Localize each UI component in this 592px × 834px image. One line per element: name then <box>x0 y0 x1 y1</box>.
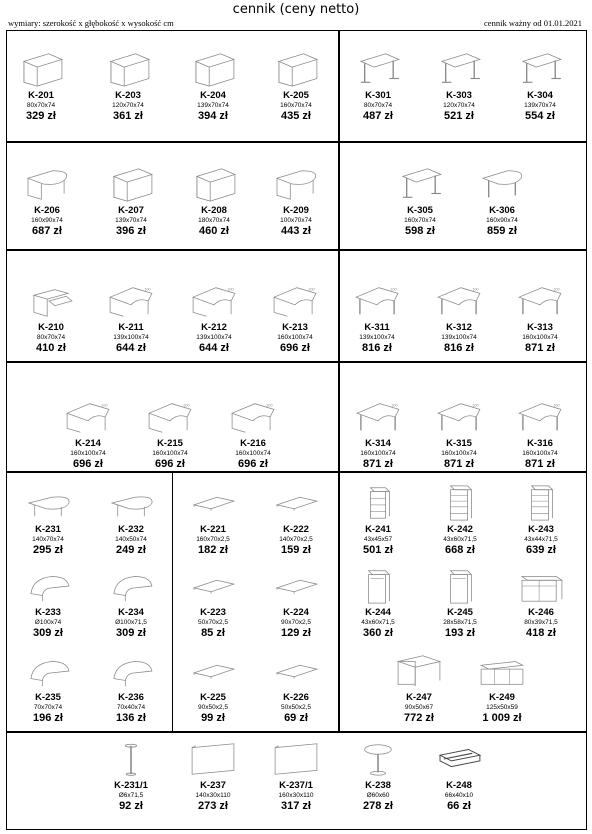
desk-top-icon <box>187 652 239 690</box>
product-dimensions: 70x40x74 <box>116 704 146 711</box>
product-dimensions: 66x40x10 <box>444 792 474 799</box>
product-k-315 <box>427 398 491 471</box>
product-dimensions: 80x70x74 <box>26 102 56 109</box>
product-code: K-316 <box>527 438 553 449</box>
product-code: K-304 <box>527 90 553 101</box>
valid-from-note: cennik ważny od 01.01.2021 <box>484 18 582 28</box>
product-dimensions: 90x50x2,5 <box>198 704 228 711</box>
product-k-304 <box>508 50 572 123</box>
product-code: K-208 <box>201 205 227 216</box>
svg-text:100: 100 <box>227 287 234 292</box>
product-price: 871 zł <box>525 342 555 354</box>
product-k-241 <box>346 484 410 557</box>
product-k-306 <box>470 165 534 238</box>
product-price: 92 zł <box>119 800 143 812</box>
product-code: K-215 <box>157 438 183 449</box>
desk-icon <box>188 165 240 203</box>
product-k-209 <box>264 165 328 238</box>
product-dimensions: 43x60x71,5 <box>443 536 477 543</box>
product-code: K-232 <box>118 524 144 535</box>
product-price: 182 zł <box>198 544 228 556</box>
product-code: K-241 <box>365 524 391 535</box>
svg-text:100: 100 <box>183 403 190 408</box>
product-k-205 <box>264 50 328 123</box>
product-k-303 <box>427 50 491 123</box>
corner-metal-desk-icon <box>352 398 404 436</box>
round-table-icon <box>352 740 404 778</box>
product-dimensions: 120x70x74 <box>112 102 144 109</box>
dimensions-note: wymiary: szerokość x głębokość x wysokość cm <box>8 18 174 28</box>
desk-top-icon <box>270 567 322 605</box>
product-k-204 <box>181 50 245 123</box>
product-k-201 <box>9 50 73 123</box>
svg-text:100: 100 <box>266 403 273 408</box>
product-code: K-306 <box>489 205 515 216</box>
svg-text:100: 100 <box>391 403 398 408</box>
product-dimensions: 160x70x2,5 <box>196 536 230 543</box>
curved-metal-desk-icon <box>476 165 528 203</box>
product-code: K-223 <box>200 607 226 618</box>
desk-top-icon <box>270 484 322 522</box>
svg-text:100: 100 <box>308 287 315 292</box>
product-price: 360 zł <box>363 627 393 639</box>
product-price: 871 zł <box>444 458 474 470</box>
product-dimensions: 160x70x74 <box>280 102 312 109</box>
product-k-231 <box>16 484 80 557</box>
product-code: K-206 <box>34 205 60 216</box>
corner-desk-icon <box>269 282 321 320</box>
product-k-208 <box>182 165 246 238</box>
product-dimensions: 160x100x74 <box>522 334 558 341</box>
product-k-223 <box>181 567 245 640</box>
product-code: K-201 <box>28 90 54 101</box>
section-desks-metal-curved <box>339 142 587 250</box>
product-k-211 <box>99 282 163 355</box>
product-dimensions: 80x70x74 <box>363 102 393 109</box>
product-dimensions: Ø100x71,5 <box>115 619 147 626</box>
corner-metal-desk-icon <box>433 398 485 436</box>
product-k-314 <box>346 398 410 471</box>
product-code: K-204 <box>200 90 226 101</box>
desk-icon <box>102 50 154 88</box>
corner-metal-desk-icon <box>351 282 403 320</box>
product-code: K-314 <box>365 438 391 449</box>
drawer-cabinet-icon <box>515 484 567 522</box>
product-code: K-224 <box>283 607 309 618</box>
product-k-235 <box>16 652 80 725</box>
product-price: 521 zł <box>444 110 474 122</box>
quarter-round-top-icon <box>105 567 157 605</box>
product-dimensions: 160x100x74 <box>277 334 313 341</box>
product-k-212 <box>182 282 246 355</box>
product-dimensions: 90x70x2,5 <box>281 619 311 626</box>
product-price: 487 zł <box>363 110 393 122</box>
metal-desk-icon <box>352 50 404 88</box>
product-code: K-221 <box>200 524 226 535</box>
product-dimensions: 80x70x74 <box>36 334 66 341</box>
product-code: K-235 <box>35 692 61 703</box>
product-dimensions: 160x100x74 <box>235 450 271 457</box>
drawer-cabinet-icon <box>434 484 486 522</box>
cabinet-icon <box>352 567 404 605</box>
product-k-313 <box>508 282 572 355</box>
product-price: 193 zł <box>445 627 475 639</box>
product-code: K-238 <box>365 780 391 791</box>
quarter-round-top-icon <box>105 652 157 690</box>
product-price: 69 zł <box>284 712 308 724</box>
product-dimensions: 140x70x74 <box>32 536 64 543</box>
product-code: K-231/1 <box>114 780 148 791</box>
product-price: 309 zł <box>116 627 146 639</box>
product-k-216 <box>221 398 285 471</box>
corner-metal-desk-icon <box>514 398 566 436</box>
product-code: K-213 <box>282 322 308 333</box>
product-dimensions: 100x70x74 <box>280 217 312 224</box>
svg-text:100: 100 <box>553 403 560 408</box>
product-price: 329 zł <box>26 110 56 122</box>
corner-desk-icon <box>188 282 240 320</box>
product-k-221 <box>181 484 245 557</box>
product-code: K-212 <box>201 322 227 333</box>
product-dimensions: 140x50x74 <box>115 536 147 543</box>
product-dimensions: 180x70x74 <box>198 217 230 224</box>
product-price: 278 zł <box>363 800 393 812</box>
product-code: K-214 <box>75 438 101 449</box>
product-price: 396 zł <box>116 225 146 237</box>
product-dimensions: 160x90x74 <box>31 217 63 224</box>
sideboard-icon <box>515 567 567 605</box>
desk-icon <box>187 50 239 88</box>
product-k-301 <box>346 50 410 123</box>
product-code: K-207 <box>118 205 144 216</box>
product-k-214 <box>56 398 120 471</box>
product-price: 554 zł <box>525 110 555 122</box>
product-price: 309 zł <box>33 627 63 639</box>
product-price: 85 zł <box>201 627 225 639</box>
desk-icon <box>105 165 157 203</box>
svg-text:100: 100 <box>472 287 479 292</box>
product-k-231-1 <box>99 740 163 813</box>
product-dimensions: 140x30x110 <box>195 792 231 799</box>
product-price: 1 009 zł <box>482 712 522 724</box>
corner-metal-desk-icon <box>514 282 566 320</box>
product-code: K-244 <box>365 607 391 618</box>
product-code: K-243 <box>528 524 554 535</box>
product-dimensions: 139x100x74 <box>441 334 477 341</box>
desk-top-icon <box>270 652 322 690</box>
product-code: K-237/1 <box>279 780 313 791</box>
product-price: 129 zł <box>281 627 311 639</box>
product-code: K-209 <box>283 205 309 216</box>
product-code: K-226 <box>283 692 309 703</box>
product-code: K-248 <box>446 780 472 791</box>
product-k-236 <box>99 652 163 725</box>
modesty-panel-icon <box>187 740 239 778</box>
product-code: K-233 <box>35 607 61 618</box>
section-divider <box>172 472 173 732</box>
product-k-237 <box>181 740 245 813</box>
product-dimensions: 50x50x2,5 <box>281 704 311 711</box>
product-dimensions: 139x100x74 <box>196 334 232 341</box>
product-dimensions: 160x70x74 <box>404 217 436 224</box>
product-code: K-249 <box>489 692 515 703</box>
product-k-311 <box>345 282 409 355</box>
product-code: K-237 <box>200 780 226 791</box>
product-price: 644 zł <box>116 342 146 354</box>
corner-desk-icon <box>62 398 114 436</box>
product-price: 696 zł <box>238 458 268 470</box>
product-k-210 <box>19 282 83 355</box>
product-price: 361 zł <box>113 110 143 122</box>
container-desk-icon <box>393 652 445 690</box>
product-k-215 <box>138 398 202 471</box>
product-k-226 <box>264 652 328 725</box>
product-price: 159 zł <box>281 544 311 556</box>
desk-top-icon <box>187 567 239 605</box>
product-dimensions: 80x39x71,5 <box>524 619 558 626</box>
product-dimensions: 160x100x74 <box>360 450 396 457</box>
product-k-312 <box>427 282 491 355</box>
product-dimensions: Ø6x71,5 <box>118 792 144 799</box>
svg-text:100: 100 <box>101 403 108 408</box>
product-price: 644 zł <box>199 342 229 354</box>
product-price: 136 zł <box>116 712 146 724</box>
product-code: K-313 <box>527 322 553 333</box>
product-dimensions: 160x100x74 <box>522 450 558 457</box>
desk-extension-icon <box>22 484 74 522</box>
desk-top-icon <box>187 484 239 522</box>
product-dimensions: Ø60x60 <box>366 792 390 799</box>
product-price: 443 zł <box>281 225 311 237</box>
product-k-224 <box>264 567 328 640</box>
product-dimensions: 43x45x57 <box>363 536 393 543</box>
product-code: K-225 <box>200 692 226 703</box>
product-k-245 <box>428 567 492 640</box>
product-k-242 <box>428 484 492 557</box>
corner-desk-icon <box>105 282 157 320</box>
product-code: K-234 <box>118 607 144 618</box>
svg-text:100: 100 <box>390 287 397 292</box>
product-dimensions: 140x70x2,5 <box>279 536 313 543</box>
curved-desk-icon <box>270 165 322 203</box>
product-code: K-205 <box>283 90 309 101</box>
corner-desk-icon <box>144 398 196 436</box>
product-code: K-301 <box>365 90 391 101</box>
product-price: 687 zł <box>32 225 62 237</box>
product-code: K-231 <box>35 524 61 535</box>
product-price: 317 zł <box>281 800 311 812</box>
product-k-225 <box>181 652 245 725</box>
product-price: 418 zł <box>526 627 556 639</box>
product-k-234 <box>99 567 163 640</box>
svg-text:100: 100 <box>144 287 151 292</box>
product-code: K-203 <box>115 90 141 101</box>
svg-text:100: 100 <box>553 287 560 292</box>
product-k-233 <box>16 567 80 640</box>
desk-icon <box>270 50 322 88</box>
product-code: K-315 <box>446 438 472 449</box>
product-code: K-211 <box>118 322 144 333</box>
product-dimensions: 160x100x74 <box>70 450 106 457</box>
product-code: K-222 <box>283 524 309 535</box>
product-price: 394 zł <box>198 110 228 122</box>
product-dimensions: 139x70x74 <box>197 102 229 109</box>
product-dimensions: 160x100x74 <box>152 450 188 457</box>
product-price: 196 zł <box>33 712 63 724</box>
metal-desk-icon <box>514 50 566 88</box>
low-cabinet-icon <box>476 652 528 690</box>
product-price: 816 zł <box>362 342 392 354</box>
product-code: K-305 <box>407 205 433 216</box>
product-price: 66 zł <box>447 800 471 812</box>
product-price: 598 zł <box>405 225 435 237</box>
product-code: K-245 <box>447 607 473 618</box>
metal-desk-icon <box>433 50 485 88</box>
product-k-222 <box>264 484 328 557</box>
product-k-249 <box>470 652 534 725</box>
quarter-round-top-icon <box>22 652 74 690</box>
product-dimensions: 43x44x71,5 <box>524 536 558 543</box>
product-dimensions: 43x60x71,5 <box>361 619 395 626</box>
product-code: K-236 <box>118 692 144 703</box>
product-price: 696 zł <box>73 458 103 470</box>
product-dimensions: 160x30x110 <box>278 792 314 799</box>
drawer-pedestal-icon <box>352 484 404 522</box>
product-dimensions: Ø100x74 <box>34 619 62 626</box>
product-k-203 <box>96 50 160 123</box>
product-code: K-216 <box>240 438 266 449</box>
desk-return-icon <box>25 282 77 320</box>
product-price: 772 zł <box>404 712 434 724</box>
product-dimensions: 90x50x67 <box>404 704 434 711</box>
product-k-247 <box>387 652 451 725</box>
cable-tray-icon <box>433 740 485 778</box>
desk-icon <box>15 50 67 88</box>
product-dimensions: 160x90x74 <box>486 217 518 224</box>
product-price: 816 zł <box>444 342 474 354</box>
product-dimensions: 139x100x74 <box>113 334 149 341</box>
curved-desk-icon <box>21 165 73 203</box>
product-dimensions: 125x50x59 <box>486 704 518 711</box>
product-k-244 <box>346 567 410 640</box>
product-price: 435 zł <box>281 110 311 122</box>
product-k-316 <box>508 398 572 471</box>
product-code: K-247 <box>406 692 432 703</box>
desk-extension-icon <box>105 484 157 522</box>
product-code: K-210 <box>38 322 64 333</box>
product-price: 696 zł <box>280 342 310 354</box>
product-dimensions: 139x100x74 <box>359 334 395 341</box>
product-code: K-246 <box>528 607 554 618</box>
product-dimensions: 160x100x74 <box>441 450 477 457</box>
page-title: cennik (ceny netto) <box>232 2 360 17</box>
product-k-237-1 <box>264 740 328 813</box>
product-dimensions: 50x70x2,5 <box>198 619 228 626</box>
product-code: K-303 <box>446 90 472 101</box>
product-price: 249 zł <box>116 544 146 556</box>
product-k-207 <box>99 165 163 238</box>
product-dimensions: 139x70x74 <box>115 217 147 224</box>
modesty-panel-icon <box>270 740 322 778</box>
product-price: 501 zł <box>363 544 393 556</box>
svg-text:100: 100 <box>472 403 479 408</box>
product-price: 295 zł <box>33 544 63 556</box>
product-dimensions: 120x70x74 <box>443 102 475 109</box>
product-price: 639 zł <box>526 544 556 556</box>
product-price: 696 zł <box>155 458 185 470</box>
product-price: 871 zł <box>363 458 393 470</box>
leg-icon <box>105 740 157 778</box>
product-dimensions: 139x70x74 <box>524 102 556 109</box>
product-code: K-311 <box>364 322 390 333</box>
product-k-246 <box>509 567 573 640</box>
product-k-238 <box>346 740 410 813</box>
product-price: 410 zł <box>36 342 66 354</box>
product-code: K-242 <box>447 524 473 535</box>
product-price: 273 zł <box>198 800 228 812</box>
product-dimensions: 28x58x71,5 <box>443 619 477 626</box>
quarter-round-top-icon <box>22 567 74 605</box>
product-k-243 <box>509 484 573 557</box>
product-k-248 <box>427 740 491 813</box>
product-dimensions: 70x70x74 <box>33 704 63 711</box>
metal-desk-icon <box>394 165 446 203</box>
product-k-213 <box>263 282 327 355</box>
product-price: 871 zł <box>525 458 555 470</box>
product-price: 460 zł <box>199 225 229 237</box>
product-price: 668 zł <box>445 544 475 556</box>
product-price: 859 zł <box>487 225 517 237</box>
cabinet-icon <box>434 567 486 605</box>
product-k-232 <box>99 484 163 557</box>
product-code: K-312 <box>446 322 472 333</box>
corner-desk-icon <box>227 398 279 436</box>
product-k-305 <box>388 165 452 238</box>
product-k-206 <box>15 165 79 238</box>
corner-metal-desk-icon <box>433 282 485 320</box>
product-price: 99 zł <box>201 712 225 724</box>
